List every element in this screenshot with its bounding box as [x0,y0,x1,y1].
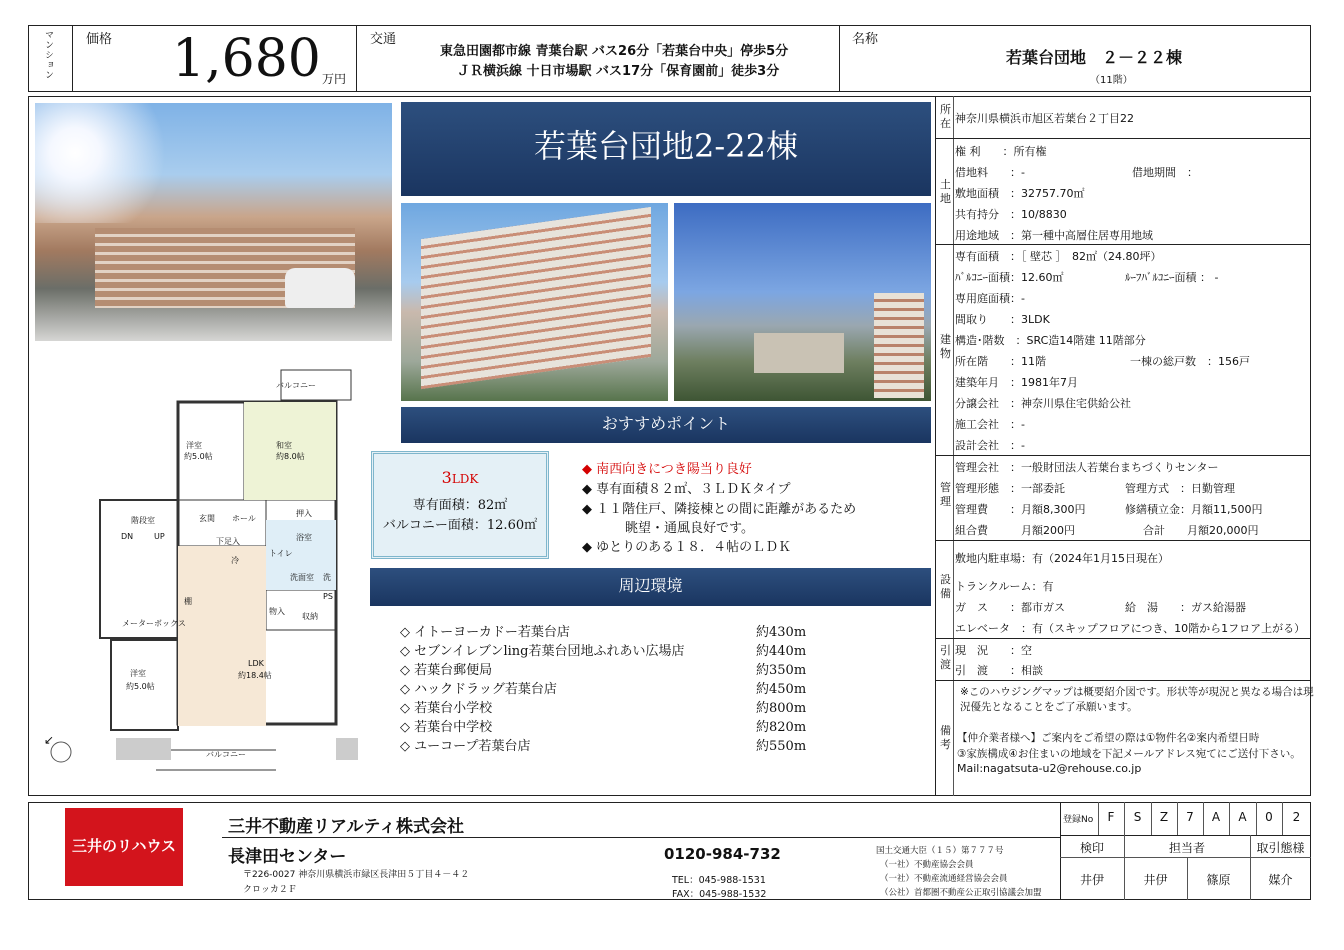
building-built: 建築年月 ：1981年7月 [955,376,1078,389]
section-land-label: 土地 [940,178,951,205]
section-building-label: 建物 [940,333,951,360]
building-roof-balcony: ﾙｰﾌﾊﾞﾙｺﾆｰ面積 ： - [1125,271,1219,284]
land-rights: 権 利 ：所有権 [955,145,1047,158]
spec-rooms-num: 3 [441,468,452,487]
building-units: 一棟の総戸数 ：156戸 [1130,355,1250,368]
access-label: 交通 [370,32,397,47]
plan-entrance: 玄関 [199,514,215,523]
reg-char-3: Z [1159,810,1169,824]
spec-balcony: バルコニー面積：12.60㎡ [382,518,538,533]
poi-dist-2: 約440m [756,644,807,659]
reg-char-7: 0 [1265,810,1273,824]
property-name: 若葉台団地 ２－２２棟 [1006,48,1183,67]
plan-room3-size: 約5.0帖 [126,682,155,691]
plan-washroom: 洗面室 [290,573,314,582]
price-unit: 万円 [322,72,347,86]
poi-dist-3: 約350m [756,663,807,678]
branch-address: 〒226-0027 神奈川県横浜市緑区長津田５丁目４－４２ [243,870,470,880]
location-value: 神奈川県横浜市旭区若葉台２丁目22 [955,112,1134,125]
poi-dist-6: 約820m [756,720,807,735]
branch-building: クロッカ２Ｆ [243,885,297,895]
reg-char-1: F [1107,810,1115,824]
plan-hall: ホール [232,514,256,523]
building-photo-1 [401,203,668,401]
view-photo [674,203,931,401]
access-line-1: 東急田園都市線 青葉台駅 バス26分「若葉台中央」停歩5分 [440,44,789,59]
plan-room2: 和室 [276,441,292,450]
point-2: ◆ 専有面積８２㎡、３ＬＤＫタイプ [582,482,791,497]
deal-type-value: 媒介 [1268,873,1293,887]
branch-name: 長津田センター [228,847,347,867]
spec-area: 専有面積：82㎡ [412,498,508,513]
staff-name-1: 井伊 [1143,873,1168,887]
plan-balcony-top: バルコニー [276,381,316,390]
deal-type-label: 取引態様 [1256,841,1305,855]
section-remarks-label: 備考 [940,724,951,751]
section-location-label: 所在 [940,103,951,130]
poi-dist-1: 約430m [756,625,807,640]
building-structure: 構造･階数 ：SRC造14階建 11階部分 [955,334,1146,347]
poi-7: ◇ ユーコープ若葉台店 [400,739,531,754]
point-3b: 眺望・通風良好です。 [625,521,754,536]
surroundings-title: 周辺環境 [370,568,931,606]
surroundings-distances [756,623,806,756]
surroundings-list [400,623,684,756]
plan-balcony-bottom: バルコニー [206,750,246,759]
name-label: 名称 [852,32,879,47]
floor-plan [36,350,366,790]
point-1: ◆ 南西向きにつき陽当り良好 [582,462,752,477]
plan-shoes: 下足入 [216,537,240,546]
mgmt-company: 管理会社 ：一般財団法人若葉台まちづくりセンター [955,461,1219,474]
plan-storage2: 収納 [302,612,318,621]
plan-ldk: LDK [248,659,264,668]
land-share: 共有持分 ：10/8830 [955,208,1067,221]
fac-gas: ガ ス ：都市ガス [955,601,1065,614]
plan-fridge: 冷 [231,556,239,565]
spec-rooms-type: LDK [451,472,479,486]
land-lease-fee: 借地料 ：- [955,166,1025,179]
poi-3: ◇ 若葉台郵便局 [400,663,493,678]
plan-wash: 洗 [323,573,331,582]
fax-number: FAX：045-988-1532 [672,889,767,900]
staff-label: 担当者 [1168,841,1205,855]
building-designer: 設計会社 ：- [955,439,1025,452]
reg-char-5: A [1211,810,1221,824]
association-1: （一社）不動産協会会員 [880,860,974,870]
handover-timing: 引 渡 ：相談 [955,664,1043,677]
section-handover-label: 引渡 [940,644,951,671]
building-constructor: 施工会社 ：- [955,418,1025,431]
section-facilities-label: 設備 [940,573,951,600]
mgmt-method: 管理方式 ：日勤管理 [1125,482,1235,495]
license-number: 国土交通大臣（１５）第７７７号 [876,846,1004,856]
land-lease-period: 借地期間 ： [1132,166,1198,179]
fac-water: 給 湯 ：ガス給湯器 [1125,601,1246,614]
poi-dist-4: 約450m [756,682,807,697]
mgmt-total: 合計 月額20,000円 [1143,524,1259,537]
spec-box [371,451,549,559]
poi-dist-5: 約800m [756,701,807,716]
plan-bath: 浴室 [296,533,312,542]
mgmt-form: 管理形態 ：一部委託 [955,482,1065,495]
poi-4: ◇ ハックドラッグ若葉台店 [400,682,557,697]
building-seller: 分譲会社 ：神奈川県住宅供給公社 [955,397,1131,410]
plan-meter: メーターボックス [122,619,186,628]
remarks-note-2: 況優先となることをご了承願います。 [960,701,1138,713]
fac-trunk: トランクルーム：有 [955,580,1054,593]
building-area: 専有面積 ：［ 壁芯 ］ 82㎡（24.80坪） [955,250,1162,263]
fac-parking: 敷地内駐車場：有（2024年1月15日現在） [955,552,1169,565]
staff-name-2: 篠原 [1206,873,1231,887]
building-balcony: ﾊﾞﾙｺﾆｰ面積：12.60㎡ [955,271,1064,284]
association-2: （一社）不動産流通経営協会会員 [880,874,1008,884]
remarks-mail[interactable]: Mail:nagatsuta-u2@rehouse.co.jp [957,762,1142,775]
mgmt-union: 組合費 月額200円 [955,524,1075,537]
reg-label: 登録No [1063,815,1094,825]
plan-stairs: 階段室 [131,516,155,525]
plan-ldk-size: 約18.4帖 [238,671,272,680]
plan-room1: 洋室 [186,441,202,450]
inspect-name: 井伊 [1079,873,1104,887]
mgmt-fee: 管理費 ：月額8,300円 [955,503,1086,516]
property-title-banner: 若葉台団地2-22棟 [401,102,931,196]
plan-storage: 物入 [269,607,285,616]
fac-elevator: エレベータ ：有（スキップフロアにつき、10階から1フロア上がる） [955,622,1306,635]
free-call-number[interactable]: 0120-984-732 [664,845,781,863]
poi-5: ◇ 若葉台小学校 [400,701,493,716]
company-name: 三井不動産リアルティ株式会社 [228,817,464,837]
reg-char-6: A [1238,810,1247,824]
remarks-note-1: ※このハウジングマップは概要紹介図です。形状等が現況と異なる場合は現 [960,686,1314,698]
plan-up: UP [154,532,165,541]
exterior-photo [35,103,392,341]
land-area: 敷地面積 ：32757.70㎡ [955,187,1085,200]
plan-room1-size: 約5.0帖 [184,452,213,461]
association-3: （公社）首都圏不動産公正取引協議会加盟 [880,888,1042,898]
recommend-title: おすすめポイント [401,407,931,443]
inspect-label: 検印 [1079,841,1104,855]
plan-dn: DN [121,532,134,541]
land-zoning: 用途地域 ：第一種中高層住居専用地域 [955,229,1153,242]
point-4: ◆ ゆとりのある１８．４帖のＬＤＫ [582,540,792,555]
reg-char-2: S [1133,810,1142,824]
remarks-agent-2: ③家族構成④お住まいの地域を下記メールアドレス宛てにご送付下さい。 [957,748,1301,760]
poi-1: ◇ イトーヨーカドー若葉台店 [400,625,570,640]
building-floor: 所在階 ：11階 [955,355,1046,368]
poi-6: ◇ 若葉台中学校 [400,720,493,735]
tel-number: TEL：045-988-1531 [672,875,766,886]
plan-toilet: トイレ [269,549,293,558]
building-garden: 専用庭面積：- [955,292,1025,305]
company-logo: 三井のリハウス [65,808,183,886]
handover-status: 現 況 ：空 [955,644,1032,657]
north-arrow-icon: ↙ [44,733,55,747]
reg-char-4: 7 [1186,810,1194,824]
reg-char-8: 2 [1292,810,1301,824]
building-layout: 間取り ：3LDK [955,313,1050,326]
poi-2: ◇ セブンイレブンling若葉台団地ふれあい広場店 [400,644,685,659]
plan-room3: 洋室 [130,669,146,678]
remarks-agent-1: 【仲介業者様へ】ご案内をご希望の際は①物件名②案内希望日時 [957,732,1260,744]
price-value: 1,680 [172,29,321,89]
price-label: 価格 [86,32,113,47]
plan-closet: 押入 [296,509,312,518]
plan-ps: PS [323,592,333,601]
plan-room2-size: 約8.0帖 [276,452,305,461]
plan-shelf: 棚 [184,597,192,606]
access-line-2: ＪＲ横浜線 十日市場駅 バス17分「保育園前」徒歩3分 [457,64,780,79]
point-3: ◆ １１階住戸、隣接棟との間に距離があるため [582,502,857,517]
floor-note: （11階） [1090,75,1133,86]
property-type: マンション [43,30,53,80]
poi-dist-7: 約550m [756,739,807,754]
mgmt-reserve: 修繕積立金：月額11,500円 [1125,503,1263,516]
section-management-label: 管理 [940,481,951,508]
